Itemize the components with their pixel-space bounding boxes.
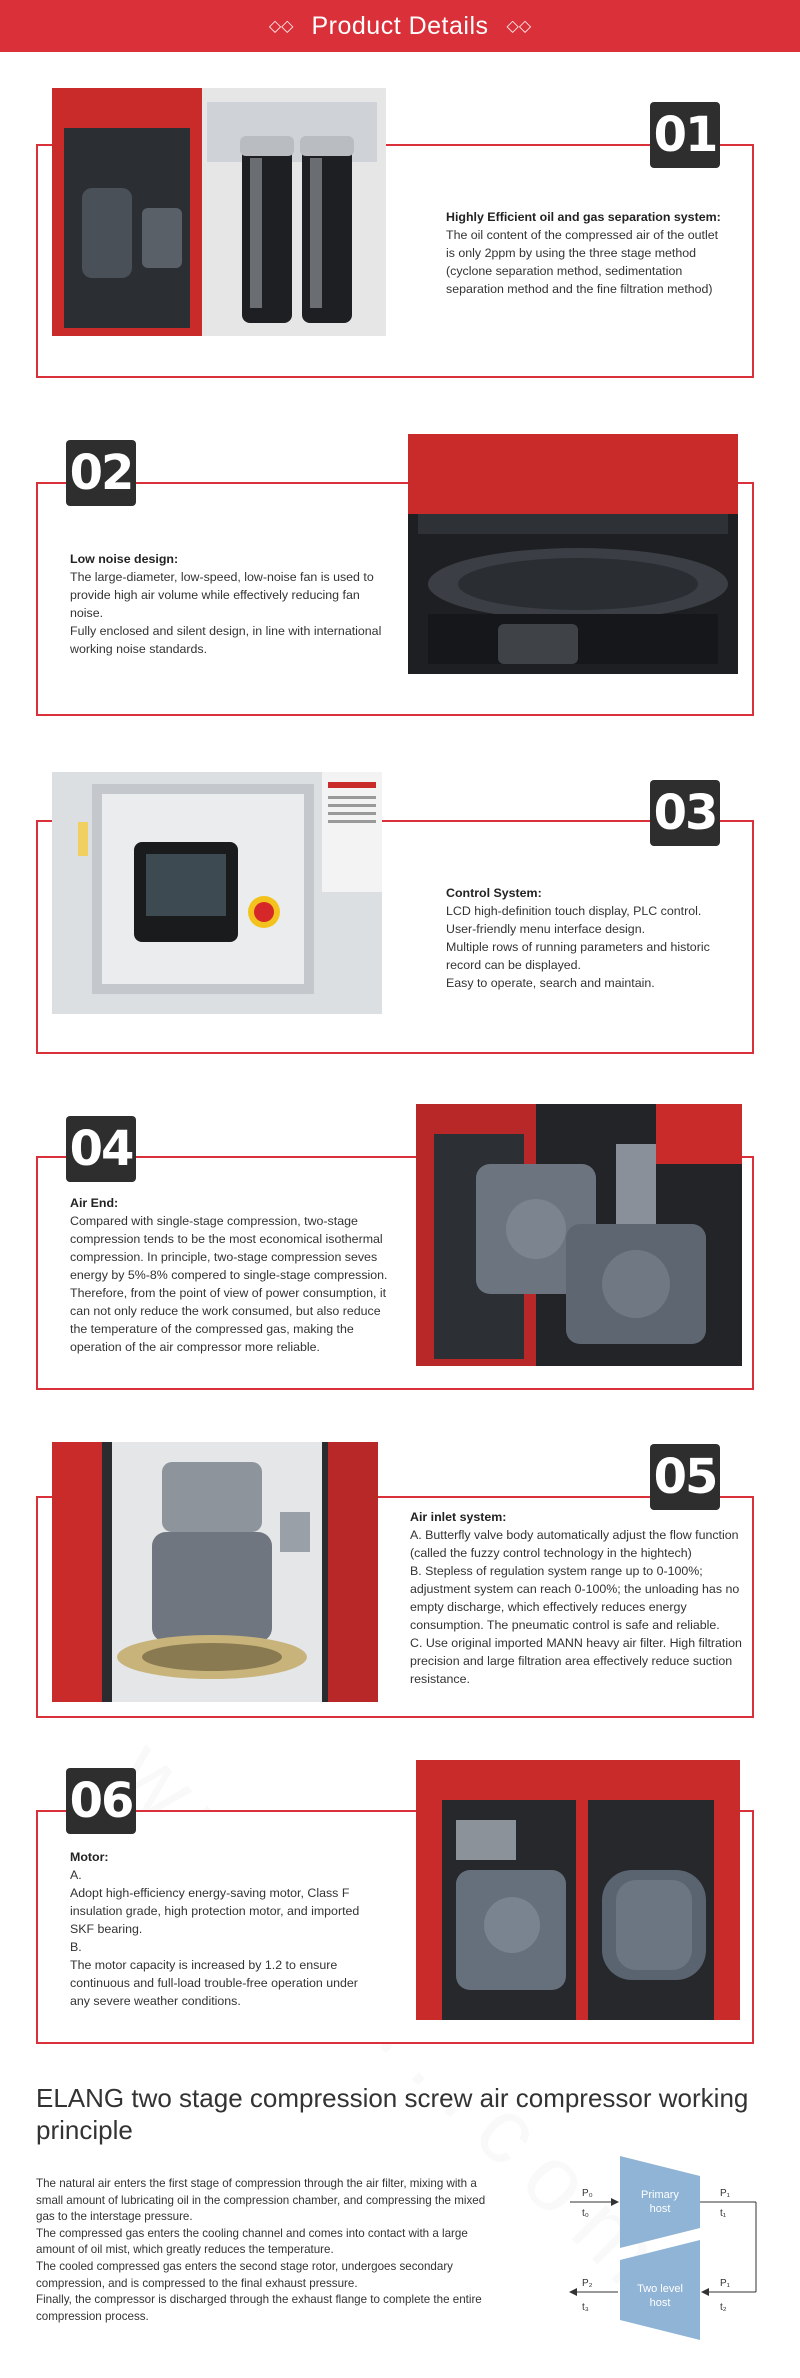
diamond-chain-icon: ◇◇ bbox=[506, 18, 532, 35]
section-heading: Air End: bbox=[70, 1196, 119, 1210]
principle-title: ELANG two stage compression screw air compressor working principle bbox=[36, 2083, 749, 2145]
stage1-in-p: P₀ bbox=[582, 2188, 593, 2199]
section-line: User-friendly menu interface design. bbox=[446, 922, 646, 936]
section-heading: Low noise design: bbox=[70, 552, 179, 566]
section-heading: Motor: bbox=[70, 1850, 109, 1864]
section-line: The oil content of the compressed air of the outlet is only 2ppm by using the three stage method (cyclone separation method, sedimentation separation method and the fine filtration method) bbox=[446, 228, 719, 296]
stage2-in-t: t₂ bbox=[720, 2302, 727, 2313]
section-line: Multiple rows of running parameters and historic record can be displayed. bbox=[446, 940, 710, 972]
stage1-label-2: host bbox=[649, 2203, 671, 2215]
section-number-badge: 02 bbox=[66, 440, 136, 506]
air-end-photo bbox=[416, 1104, 742, 1366]
stage2-out-p: P₂ bbox=[582, 2278, 593, 2289]
compression-diagram bbox=[560, 2142, 770, 2342]
air-inlet-photo bbox=[52, 1442, 378, 1702]
principle-line: The natural air enters the first stage of compression through the air filter, mixing with a small amount of lubricating oil in the compression chamber, and compressing the mixed gas to the interstage pressure. bbox=[36, 2177, 486, 2224]
section-line: Fully enclosed and silent design, in line with international working noise standards. bbox=[70, 624, 382, 656]
section-line: Adopt high-efficiency energy-saving motor, Class F insulation grade, high protection motor, and imported SKF bearing. bbox=[70, 1886, 360, 1936]
section-number-badge: 06 bbox=[66, 1768, 136, 1834]
principle-line: Finally, the compressor is discharged through the exhaust flange to complete the entire compression process. bbox=[36, 2293, 482, 2323]
stage2-in-p: P₁ bbox=[720, 2278, 731, 2289]
page-title: Product Details bbox=[311, 11, 489, 40]
section-number-badge: 04 bbox=[66, 1116, 136, 1182]
section-heading: Control System: bbox=[446, 886, 542, 900]
section-text bbox=[70, 1194, 400, 1356]
primary-host-shape bbox=[620, 2156, 700, 2248]
section-heading: Highly Efficient oil and gas separation system: bbox=[446, 210, 721, 224]
section-line: B. Stepless of regulation system range up to 0-100%; adjustment system can reach 0-100%; the unloading has no empty discharge, which effectively reduces energy consumption. The pneumatic control is safe and reliable. bbox=[410, 1564, 740, 1632]
principle-line: The compressed gas enters the cooling channel and comes into contact with a large amount of oil mist, which greatly reduces the temperature. bbox=[36, 2226, 468, 2257]
section-text bbox=[410, 1508, 746, 1688]
section-line: B. bbox=[70, 1940, 82, 1954]
section-line: Easy to operate, search and maintain. bbox=[446, 976, 655, 990]
section-line: The large-diameter, low-speed, low-noise fan is used to provide high air volume while effectively reducing fan noise. bbox=[70, 570, 374, 620]
section-line: A. Butterfly valve body automatically adjust the flow function (called the fuzzy control technology in the hightech) bbox=[410, 1528, 739, 1560]
cooling-fan-photo bbox=[408, 434, 738, 674]
stage2-label-2: host bbox=[649, 2297, 671, 2309]
stage1-out-p: P₁ bbox=[720, 2188, 731, 2199]
section-text bbox=[70, 550, 390, 658]
stage1-label-1: Primary bbox=[641, 2189, 679, 2201]
principle-line: The cooled compressed gas enters the second stage rotor, undergoes secondary compression, and is compressed to the final exhaust pressure. bbox=[36, 2259, 453, 2290]
diamond-chain-icon: ◇◇ bbox=[268, 18, 294, 35]
section-number-badge: 01 bbox=[650, 102, 720, 168]
stage2-label-1: Two level bbox=[637, 2283, 683, 2295]
section-line: Compared with single-stage compression, two-stage compression tends to be the most economical isothermal compression. In principle, two-stage compression seves energy by 5%-8% compered to single-stage compression. Therefore, from the point of view of power consumption, it can not only reduce the work consumed, but also reduce the temperature of the compressed gas, making the operation of the air compressor more reliable. bbox=[70, 1214, 388, 1354]
section-text bbox=[446, 208, 728, 298]
stage2-out-t: t₃ bbox=[582, 2302, 589, 2313]
section-text bbox=[446, 884, 728, 992]
stage1-in-t: t₀ bbox=[582, 2208, 589, 2219]
principle-text bbox=[36, 2176, 506, 2325]
motor-photo bbox=[416, 1760, 740, 2020]
section-number-badge: 03 bbox=[650, 780, 720, 846]
section-line: A. bbox=[70, 1868, 82, 1882]
section-heading: Air inlet system: bbox=[410, 1510, 507, 1524]
section-line: C. Use original imported MANN heavy air filter. High filtration precision and large filtration area effectively reduce suction resistance. bbox=[410, 1636, 742, 1686]
section-line: The motor capacity is increased by 1.2 to ensure continuous and full-load trouble-free operation under any severe weather conditions. bbox=[70, 1958, 358, 2008]
section-text bbox=[70, 1848, 370, 2010]
section-number-badge: 05 bbox=[650, 1444, 720, 1510]
stage1-out-t: t₁ bbox=[720, 2208, 727, 2219]
control-panel-photo bbox=[52, 772, 382, 1014]
section-line: LCD high-definition touch display, PLC control. bbox=[446, 904, 702, 918]
header-banner bbox=[0, 0, 800, 52]
oil-separator-photo bbox=[52, 88, 386, 336]
